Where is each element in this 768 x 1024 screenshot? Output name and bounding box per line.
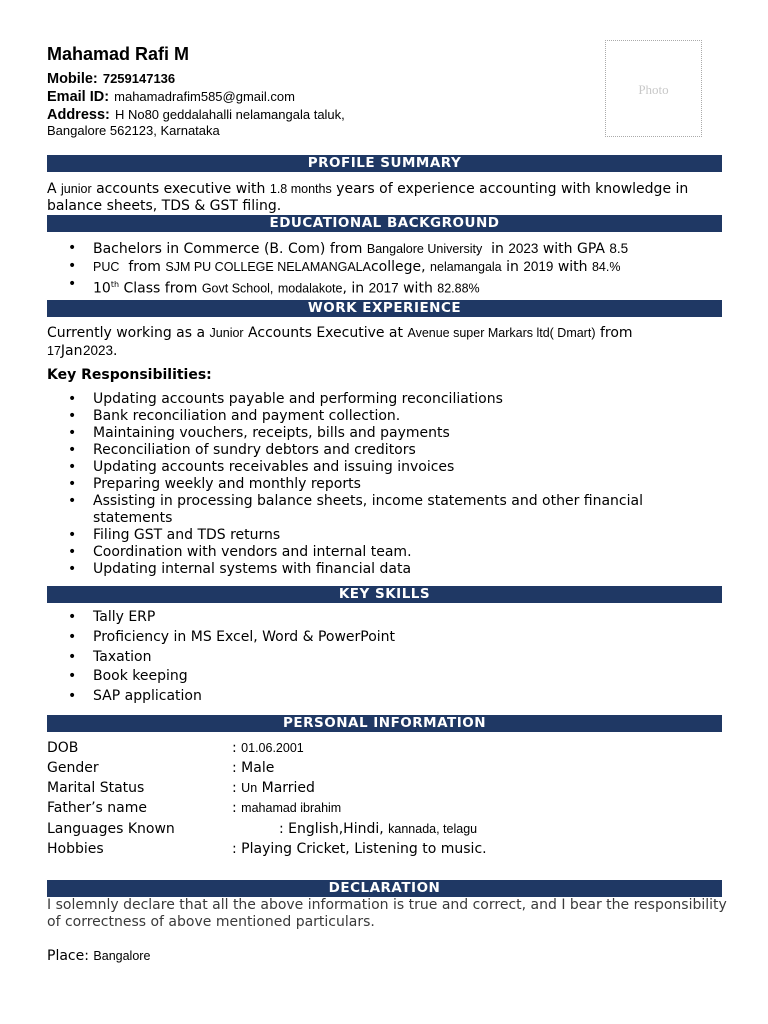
list-item: • SAP application xyxy=(47,687,727,707)
list-item: • Book keeping xyxy=(47,667,727,687)
list-item: • Updating accounts payable and performing reconciliations xyxy=(47,391,727,408)
list-item: • Bank reconciliation and payment collection. xyxy=(47,408,727,425)
list-item: • Maintaining vouchers, receipts, bills and payments xyxy=(47,425,727,442)
mobile-label: Mobile: xyxy=(47,71,98,87)
section-header-education: EDUCATIONAL BACKGROUND xyxy=(47,215,722,232)
photo-placeholder xyxy=(605,40,702,137)
list-item: • Filing GST and TDS returns xyxy=(47,527,727,544)
section-header-declaration: DECLARATION xyxy=(47,880,722,897)
address-line-2: Bangalore 562123, Karnataka xyxy=(47,123,220,138)
education-item-puc: • PUC from SJM PU COLLEGE NELAMANGALAcollege, nelamangala in 2019 with 84.% xyxy=(47,258,727,276)
place-value: Bangalore xyxy=(93,949,151,963)
email-label: Email ID: xyxy=(47,89,110,105)
address-value-1: H No80 geddalahalli nelamangala taluk, xyxy=(114,107,345,122)
list-item: • Reconciliation of sundry debtors and creditors xyxy=(47,442,727,459)
email-value: mahamadrafim585@gmail.com xyxy=(114,89,295,104)
address-line-1 xyxy=(47,104,345,123)
place-label: Place: xyxy=(47,948,89,964)
list-item: • Assisting in processing balance sheets, income statements and other financial statements xyxy=(47,493,727,527)
list-item: • Tally ERP xyxy=(47,608,727,628)
work-intro-text: Currently working as a Junior Accounts Executive at Avenue super Markars ltd( Dmart) from 17Jan 2023. xyxy=(47,325,633,359)
education-list xyxy=(47,240,727,298)
education-item-10th: • 10th Class from Govt School, modalakote, in 2017 with 82.88% xyxy=(47,276,727,298)
section-header-key-skills: KEY SKILLS xyxy=(47,586,722,603)
email-line xyxy=(47,86,295,105)
list-item: • Preparing weekly and monthly reports xyxy=(47,476,727,493)
declaration-text: I solemnly declare that all the above information is true and correct, and I bear the responsibility of correctness of above mentioned particulars. xyxy=(47,897,727,930)
mobile-line xyxy=(47,68,175,87)
education-item-bcom: • Bachelors in Commerce (B. Com) from Bangalore University in 2023 with GPA 8.5 xyxy=(47,240,727,258)
list-item: • Updating accounts receivables and issuing invoices xyxy=(47,459,727,476)
list-item: • Taxation xyxy=(47,648,727,668)
skills-list xyxy=(47,608,727,707)
responsibilities-list xyxy=(47,391,727,578)
candidate-name: Mahamad Rafi M xyxy=(47,44,190,64)
section-header-profile-summary: PROFILE SUMMARY xyxy=(47,155,722,172)
photo-label: Photo xyxy=(638,82,669,97)
mobile-value: 7259147136 xyxy=(102,71,176,86)
address-label: Address: xyxy=(47,107,110,123)
profile-summary-text: A junior accounts executive with 1.8 months years of experience accounting with knowledge in balance sheets, TDS & GST filing. xyxy=(47,181,689,214)
list-item: • Coordination with vendors and internal team. xyxy=(47,544,727,561)
section-header-work-experience: WORK EXPERIENCE xyxy=(47,300,722,317)
list-item: • Proficiency in MS Excel, Word & PowerPoint xyxy=(47,628,727,648)
section-header-personal-information: PERSONAL INFORMATION xyxy=(47,715,722,732)
place-line xyxy=(47,948,150,964)
key-responsibilities-heading: Key Responsibilities: xyxy=(47,367,212,383)
list-item: • Updating internal systems with financial data xyxy=(47,561,727,578)
